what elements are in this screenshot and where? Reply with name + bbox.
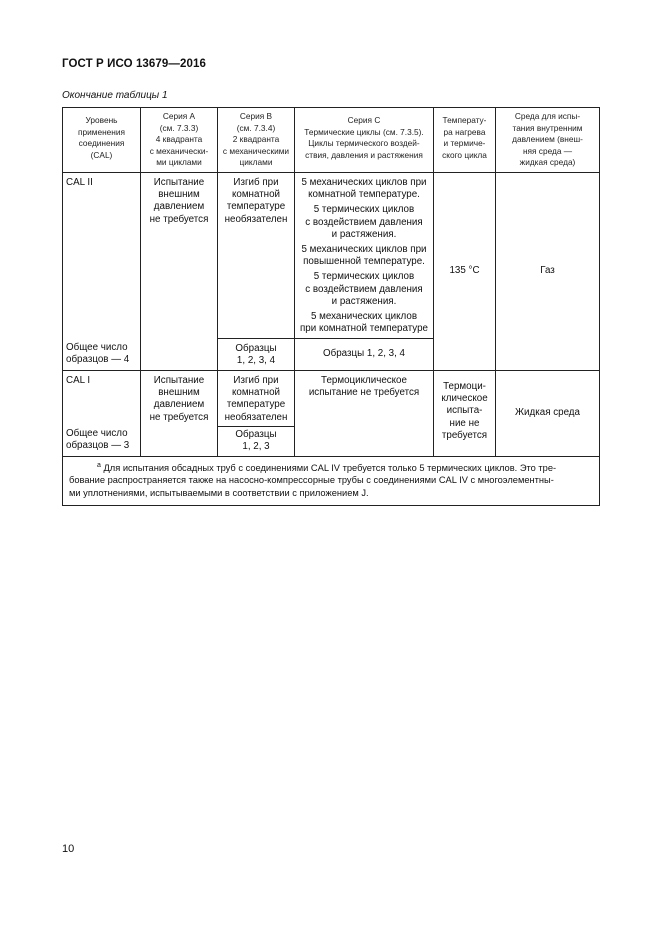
cal1-temperature: Термоци- клическое испыта- ние не требуется — [434, 371, 496, 457]
cal1-level-cell — [63, 371, 141, 457]
cal2-series-b-samples: Образцы 1, 2, 3, 4 — [218, 339, 295, 371]
cal2-level: CAL II — [66, 177, 93, 188]
table-row-cal1 — [63, 371, 600, 427]
series-c-step: 5 термических циклов с воздействием давления и растяжения. — [305, 204, 423, 240]
series-c-step: 5 механических циклов при повышенной температуре. — [301, 244, 427, 268]
table-footnote-row — [63, 457, 600, 506]
col-header-series-b: Серия В (см. 7.3.4) 2 квадранта с механическими циклами — [218, 108, 295, 173]
test-series-table — [62, 107, 600, 506]
cal2-medium: Газ — [496, 173, 600, 371]
col-header-temperature: Температу- ра нагрева и термиче- ского цикла — [434, 108, 496, 173]
cal2-temperature: 135 °С — [434, 173, 496, 371]
col-header-series-c: Серия С Термические циклы (см. 7.3.5). Циклы термического воздей- ствия, давления и растяжения — [295, 108, 434, 173]
cal1-series-a: Испытание внешним давлением не требуется — [141, 371, 218, 457]
cal1-sample-count: Общее число образцов — 3 — [66, 427, 130, 451]
series-c-step: 5 механических циклов при комнатной температуре — [300, 311, 428, 335]
cal2-sample-count: Общее число образцов — 4 — [66, 341, 130, 365]
series-c-step: 5 термических циклов с воздействием давления и растяжения. — [305, 271, 423, 307]
cal2-series-a: Испытание внешним давлением не требуется — [141, 173, 218, 371]
cal2-series-b: Изгиб при комнатной температуре необязателен — [218, 173, 295, 339]
table-header-row — [63, 108, 600, 173]
table-footnote: $^a$ Для испытания обсадных труб с соединениями CAL IV требуется только 5 термических циклов. Это тре- бование распространяется также на насосно-компрессорные трубы с соединениями CAL IV с многоэлементны- ми уплотнениями, испытываемыми в соответствии с приложением J. — [63, 457, 600, 506]
col-header-medium: Среда для испы- тания внутренним давлением (внеш- няя среда — жидкая среда) — [496, 108, 600, 173]
cal1-series-c: Термоциклическое испытание не требуется — [295, 371, 434, 457]
document-header: ГОСТ Р ИСО 13679—2016 — [62, 58, 207, 70]
cal2-series-c — [295, 173, 434, 339]
cal1-level: CAL I — [66, 375, 91, 386]
table-row-cal2 — [63, 173, 600, 339]
table-caption: Окончание таблицы 1 — [62, 90, 168, 101]
cal2-level-cell — [63, 173, 141, 371]
cal2-series-c-samples: Образцы 1, 2, 3, 4 — [295, 339, 434, 371]
page-number: 10 — [62, 843, 75, 855]
col-header-series-a: Серия А (см. 7.3.3) 4 квадранта с механически- ми циклами — [141, 108, 218, 173]
cal1-medium: Жидкая среда — [496, 371, 600, 457]
cal1-series-b-samples: Образцы 1, 2, 3 — [218, 427, 295, 457]
col-header-cal-level: Уровень применения соединения (CAL) — [63, 108, 141, 173]
series-c-step: 5 механических циклов при комнатной температуре. — [301, 177, 427, 201]
cal1-series-b: Изгиб при комнатной температуре необязателен — [218, 371, 295, 427]
footnote-marker: a — [97, 461, 101, 469]
